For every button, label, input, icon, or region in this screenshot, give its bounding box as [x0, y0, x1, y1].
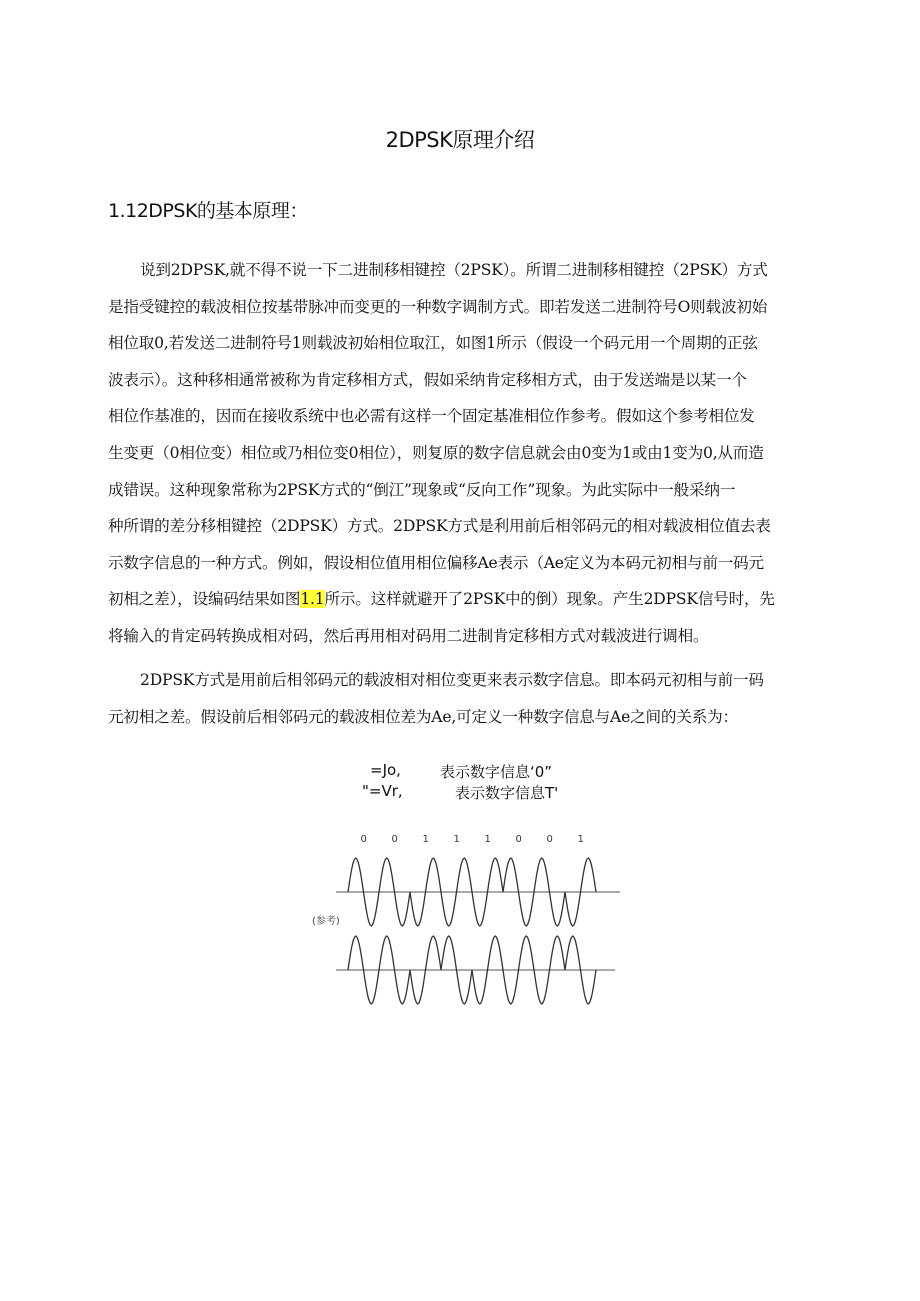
bit-label: 1 — [422, 834, 429, 845]
para1-line: 是指受键控的载波相位按基带脉冲而变更的一种数字调制方式。即若发送二进制符号O则载波初始 — [108, 297, 768, 316]
para1-line: 种所谓的差分移相键控（2DPSK）方式。2DPSK方式是利用前后相邻码元的相对载波相位值去表 — [108, 517, 771, 536]
bit-label: 1 — [453, 834, 460, 845]
bit-label: 1 — [577, 834, 584, 845]
para2-line: 2DPSK方式是用前后相邻码元的载波相对相位变更来表示数字信息。即本码元初相与前一码 — [140, 671, 764, 689]
para1-line — [108, 581, 830, 618]
formula-line1-right: 表示数字信息‘0” — [440, 763, 553, 781]
formula-line2-left: "=Vr, — [362, 782, 403, 800]
para1-line: 说到2DPSK,就不得不说一下二进制移相键控（2PSK）。所谓二进制移相键控（2PSK）方式 — [140, 261, 768, 279]
para1-line: 示数字信息的一种方式。例如，假设相位值用相位偏移Ae表示（Ae定义为本码元初相与前一码元 — [108, 553, 764, 572]
para1-line: 相位作基准的，因而在接收系统中也必需有这样一个固定基准相位作参考。假如这个参考相位发 — [108, 407, 755, 426]
para1-line: 成错误。这种现象常称为2PSK方式的“倒江”现象或“反向工作”现象。为此实际中一般采纳一 — [108, 480, 736, 499]
bit-label: 0 — [360, 834, 367, 845]
reference-label: (参考) — [312, 916, 340, 927]
para1-line10-pre: 初相之差），设编码结果如图 — [108, 590, 301, 609]
formula-line2-right: 表示数字信息T' — [455, 784, 559, 802]
para1-line: 将输入的肯定码转换成相对码，然后再用相对码用二进制肯定移相方式对载波进行调相。 — [108, 626, 709, 645]
para1-line: 生变更（0相位变）相位或乃相位变0相位），则复原的数字信息就会由0变为1或由1变为0,从而造 — [108, 443, 764, 462]
para1-line: 相位取0,若发送二进制符号1则载波初始相位取江，如图1所示（假设一个码元用一个周期的正弦 — [108, 334, 758, 353]
bit-label: 0 — [391, 834, 398, 845]
figure-reference-highlight: 1.1 — [300, 590, 325, 609]
bit-label: 0 — [515, 834, 522, 845]
psk-waveform-figure — [312, 826, 630, 1016]
page-title: 2DPSK原理介绍 — [385, 128, 535, 152]
para2-line: 元初相之差。假设前后相邻码元的载波相位差为Ae,可定义一种数字信息与Ae之间的关系为： — [108, 707, 738, 726]
bit-label: 1 — [484, 834, 491, 845]
paragraph-1 — [108, 252, 830, 655]
bit-label: 0 — [546, 834, 553, 845]
para1-line: 波表示）。这种移相通常被称为肯定移相方式，假如采纳肯定移相方式，由于发送端是以某一个 — [108, 370, 747, 389]
section-heading: 1.12DPSK的基本原理： — [108, 200, 308, 222]
paragraph-2 — [108, 662, 830, 735]
bit-labels — [361, 834, 584, 845]
para1-line10-post: 所示。这样就避开了2PSK中的倒）现象。产生2DPSK信号时，先 — [324, 590, 775, 609]
formula-line1-left: =Jo, — [370, 761, 401, 779]
